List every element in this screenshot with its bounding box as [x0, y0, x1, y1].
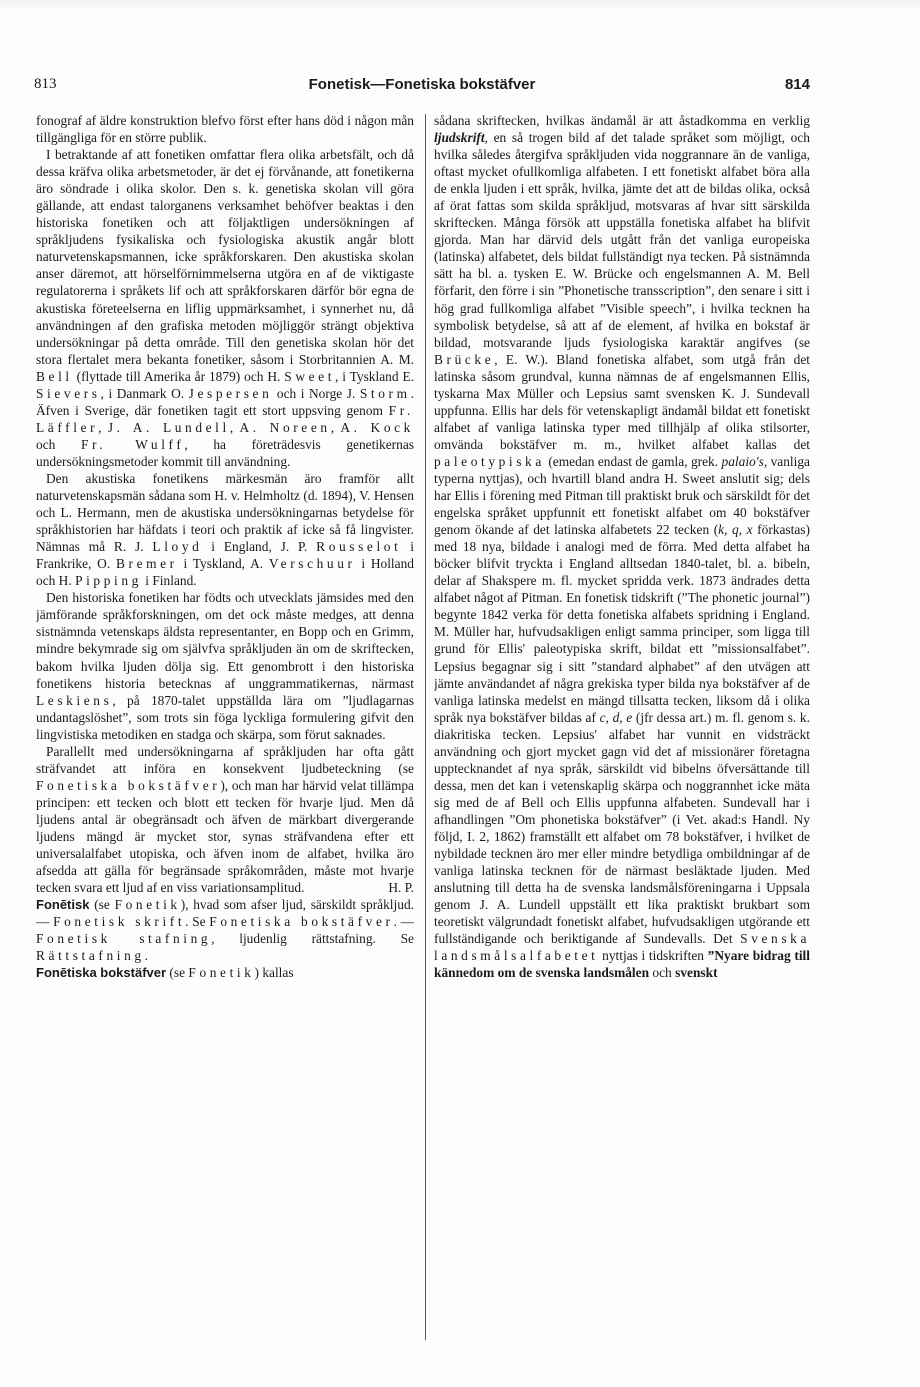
person-name: Rousselot: [316, 539, 402, 555]
left-column: [36, 112, 414, 1348]
paragraph: sådana skriftecken, hvilkas ändamål är att åstadkomma en verklig ljudskrift, en så trogen bild af det talade språket som möjligt, och hvilka således återgifva språkljuden vida noggrannare än de vanliga, oftast mycket ofullkomliga alfabeten. I ett fonetiskt alfabet böra alla de enkla ljuden i ett språk, hvilka, jämte det att de bildas olika, också af örat fattas som skilda språkljud, motsvaras af hvar sitt särskilda skriftecken. Många försök att uppställa fonetiska alfabet ha blifvit gjorda. Man har därvid dels utgått från det vanliga europeiska (latinska) alfabetet, dels bildat fullständigt nya tecken. På sistnämnda sätt ha bl. a. tysken E. W. Brücke och engelsmannen A. M. Bell förfarit, den förre i sin ”Phonetische transscription”, den senare i sitt i hög grad fullkomliga alfabet ”Visible speech”, i hvilka tecknen ha symbolisk betydelse, så att af de element, af hvilka en bokstaf är bildad, motsvarande ljuds fysiologiska karaktär angifves (se Brücke, E. W.). Bland fonetiska alfabet, som utgå från det latinska såsom grundval, kunna nämnas de af engelsmannen Ellis, tyskarna Max Müller och Lepsius samt svensken K. J. Sundevall uppfunna. Ellis har dels för vetenskapligt ändamål bildat ett fonetiskt alfabet af vanliga latinska typer med tillhjälp af olika stilsorter, omvända bokstäfver m. m., hvilket alfabet kallas det paleotypiska (emedan endast de gamla, grek. palaio's, vanliga typerna nyttjas), och hvartill bland andra H. Sweet anslutit sig; dels har Ellis i förening med Pitman till praktiskt bruk och särskildt för det engelska språket uppfunnit ett fonetiskt alfabet om 40 bokstäfver genom ökande af det latinska alfabetets 22 tecken (k, q, x förkastas) med 18 nya, bildade i analogi med de förra. Med detta alfabet ha böcker blifvit tryckta i England alltsedan 1840-talet, bl. a. bibeln, delar af Shakspere m. fl. mycket spridda verk. 1873 ändrades detta alfabet något af Pitman. En fonetisk tidskrift (”The phonetic journal”) begynte 1842 verka för detta fonetiska alfabets spridning i England. M. Müller har, hufvudsakligen enligt samma principer, som ligga till grund för Ellis' paleotypiska skrift, bildat ett ”missionsalfabet”. Lepsius begagnar sig i sitt ”standard alphabet” af den utvägen att jämte användandet af några grekiska typer bilda nya bokstäfver af de vanliga latinska medelst en mängd tillsatta tecken, liksom då i olika språk nya bokstäfver bildas af c, d, e (jfr dessa art.) m. fl. genom s. k. diakritiska tecken. Lepsius' alfabet har vunnit en vidsträckt användning och gjort mycket gagn vid det af missionärer företagna upptecknandet af nya språk, särskildt vid bibelns öfversättande till dessa, men det kan i vetenskaplig skärpa och noggrannhet icke mäta sig med de af Bell och Ellis uppfunna alfabeten. Sundevall har i afhandlingen ”Om phonetiska bokstäfver” (i Vet. akad:s Handl. Ny följd, I. 2, 1862) framställt ett alfabet om 78 bokstäfver, i hvilket de nybildade tecknen äro mer eller mindre betydliga ombildningar af de vanliga latinska tecknen för de närmast besläktade ljuden. Med anslutning till detta ha de svenska landsmålsföreningarna i Uppsala genom J. A. Lundell uppställt ett lika praktiskt brukbart som teoretiskt välgrundadt fonetiskt alfabet, hufvudsakligen utgörande ett fullständigande och beriktigande af Sundevalls. Det Svenska landsmålsalfabetet nyttjas i tidskriften ”Nyare bidrag till kännedom om de svenska landsmålen och svenskt: [434, 113, 810, 981]
running-title: Fonetisk—Fonetiska bokstäfver: [308, 76, 536, 93]
scan-edge: [0, 0, 920, 12]
entry-headword: Fonētiska bokstäfver: [36, 965, 167, 981]
person-name: Bremer: [115, 556, 178, 572]
paragraph: Den akustiska fonetikens märkesmän äro framför allt naturvetenskapsmän sådana som H. v. Helmholtz (d. 1894), V. Hensen och L. Hermann, men de akustiska undersökningarnas betydelse för språkhistorien har häfdats i teori och praktik af icke så få lingvister. Nämnas må R. J. Lloyd i England, J. P. Rousselot i Frankrike, O. Bremer i Tyskland, A. Verschuur i Holland och H. Pipping i Finland.: [36, 470, 414, 589]
page-header: [34, 76, 810, 98]
entry-fonetisk: Fonētisk (se Fonetik), hvad som afser ljud, särskildt språkljud. — Fonetisk skrift. Se Fonetiska bokstäfver. — Fonetisk stafning, ljudenlig rättstafning. Se Rättstafning.: [36, 897, 414, 964]
person-name: Leskiens: [36, 692, 113, 708]
person-name: Sievers: [36, 385, 101, 401]
entry-headword: Fonētisk: [36, 897, 90, 913]
cross-reference: Fonetiska bokstäfver: [209, 914, 394, 930]
person-name: Fr. Läffler: [36, 402, 414, 435]
cross-reference: Fonetiska bokstäfver: [36, 777, 221, 793]
emphasis: palaio's: [721, 453, 764, 469]
paragraph: I betraktande af att fonetiken omfattar flera olika arbetsfält, och då dessa kräfva olika arbetsmetoder, är det ej förvånande, att fonetikerna äro söndrade i olika skolor. Den s. k. genetiska skolan vill göra gällande, att endast talorganens verksamhet behöfver beaktas i den historiska fonetiken och att följaktligen undersökningen af språkljudens fysikaliska och fysiologiska akustik angår blott naturvetenskapsmannen, icke språkforskaren. Den akustiska skolan anser däremot, att hörselförnimmelserna utgöra en af de viktigaste regulatorerna i språkets lif och att språkforskaren därför bör egna de akustiska företeelserna en liflig uppmärksamhet, i synnerhet nu, då användningen af den grafiska metoden möjliggör strängt objektiva undersökningar på detta område. Till den genetiska skolan hör det stora flertalet mera bekanta fonetiker, såsom i Storbritannien A. M. Bell (flyttade till Amerika år 1879) och H. Sweet, i Tyskland E. Sievers, i Danmark O. Jespersen och i Norge J. Storm. Äfven i Sverige, där fonetiken tagit ett stort uppsving genom Fr. Läffler, J. A. Lundell, A. Noreen, A. Kock och Fr. Wulff, ha företrädesvis genetikernas undersökningsmetoder kommit till användning.: [36, 147, 414, 469]
person-name: Sweet: [284, 368, 336, 384]
person-name: Bell: [36, 368, 73, 384]
emphasis: ljudskrift: [434, 130, 485, 146]
emphasis: c, d, e: [599, 709, 633, 725]
term: paleotypiska: [434, 453, 545, 469]
right-column: [434, 112, 810, 1348]
person-name: A. Kock: [340, 419, 414, 435]
journal-title: ”Nyare bidrag till: [707, 948, 810, 964]
term: Svenska landsmålsalfabetet: [434, 931, 810, 964]
cross-reference: Fonetik: [188, 965, 255, 981]
page-number-right: 814: [784, 76, 810, 93]
person-name: Fr. Wulff: [80, 436, 185, 452]
cross-reference: Fonetik: [114, 897, 181, 913]
person-name: J. A. Lundell: [107, 419, 230, 435]
person-name: Brücke: [434, 351, 495, 367]
author-signature: H. P.: [388, 880, 414, 896]
person-name: Verschuur: [268, 556, 356, 572]
paragraph: Den historiska fonetiken har födts och utvecklats jämsides med den jämförande språkforskningen, om det ock måste medges, att denna sistnämnda vetenskaps äldsta representanter, en Bopp och en Grimm, mindre bekymrade sig om självfva språkljuden än om de skriftecken, bakom hvilka ljuden dölja sig. Ett genombrott i den historiska fonetikens historia betecknas af unggrammatikernas, närmast Leskiens, på 1870-talet uppställda lära om ”ljudlagarnas undantagslöshet”, som trots sin föga lyckliga formulering gifvit den lingvistiska metodiken en stadga och skärpa, som förut saknades.: [36, 590, 414, 742]
journal-title: svenskt: [675, 965, 718, 981]
person-name: Lloyd: [152, 539, 203, 555]
paragraph: Parallellt med undersökningarna af språkljuden har ofta gått sträfvandet att införa en konsekvent ljudbeteckning (se Fonetiska bokstäfver), och man har härvid velat tillämpa principen: ett tecken och blott ett tecken för hvarje ljud. Men då ljudens antal är obegränsadt och äfven de märkbart divergerande ljudens mängd är mycket stor, synas sträfvandena efter ett universalalfabet utopiska, och äfven inom de alfabet, hvilka äro afsedda att gälla för begränsade språkområden, måste mot hvarje tecken svara ett ljud af en viss variationsamplitud. H. P.: [36, 743, 414, 896]
person-name: Jespersen: [188, 385, 273, 401]
cross-reference: Fonetisk stafning: [36, 931, 212, 947]
column-divider: [425, 114, 426, 1340]
person-name: A. Noreen: [239, 419, 331, 435]
cross-reference: Fonetisk skrift: [53, 914, 186, 930]
person-name: Pipping: [75, 573, 142, 589]
entry-fonetiska-bokstafver: Fonētiska bokstäfver (se Fonetik) kallas: [36, 965, 294, 981]
paragraph: fonograf af äldre konstruktion blefvo först efter hans död i någon mån tillgängliga för en större publik.: [36, 113, 414, 146]
cross-reference: Rättstafning: [36, 948, 145, 964]
emphasis: k, q, x: [718, 522, 753, 538]
person-name: Storm: [359, 385, 411, 401]
journal-title: kännedom om de svenska landsmålen: [434, 965, 650, 981]
page-number-left: 813: [34, 76, 57, 92]
